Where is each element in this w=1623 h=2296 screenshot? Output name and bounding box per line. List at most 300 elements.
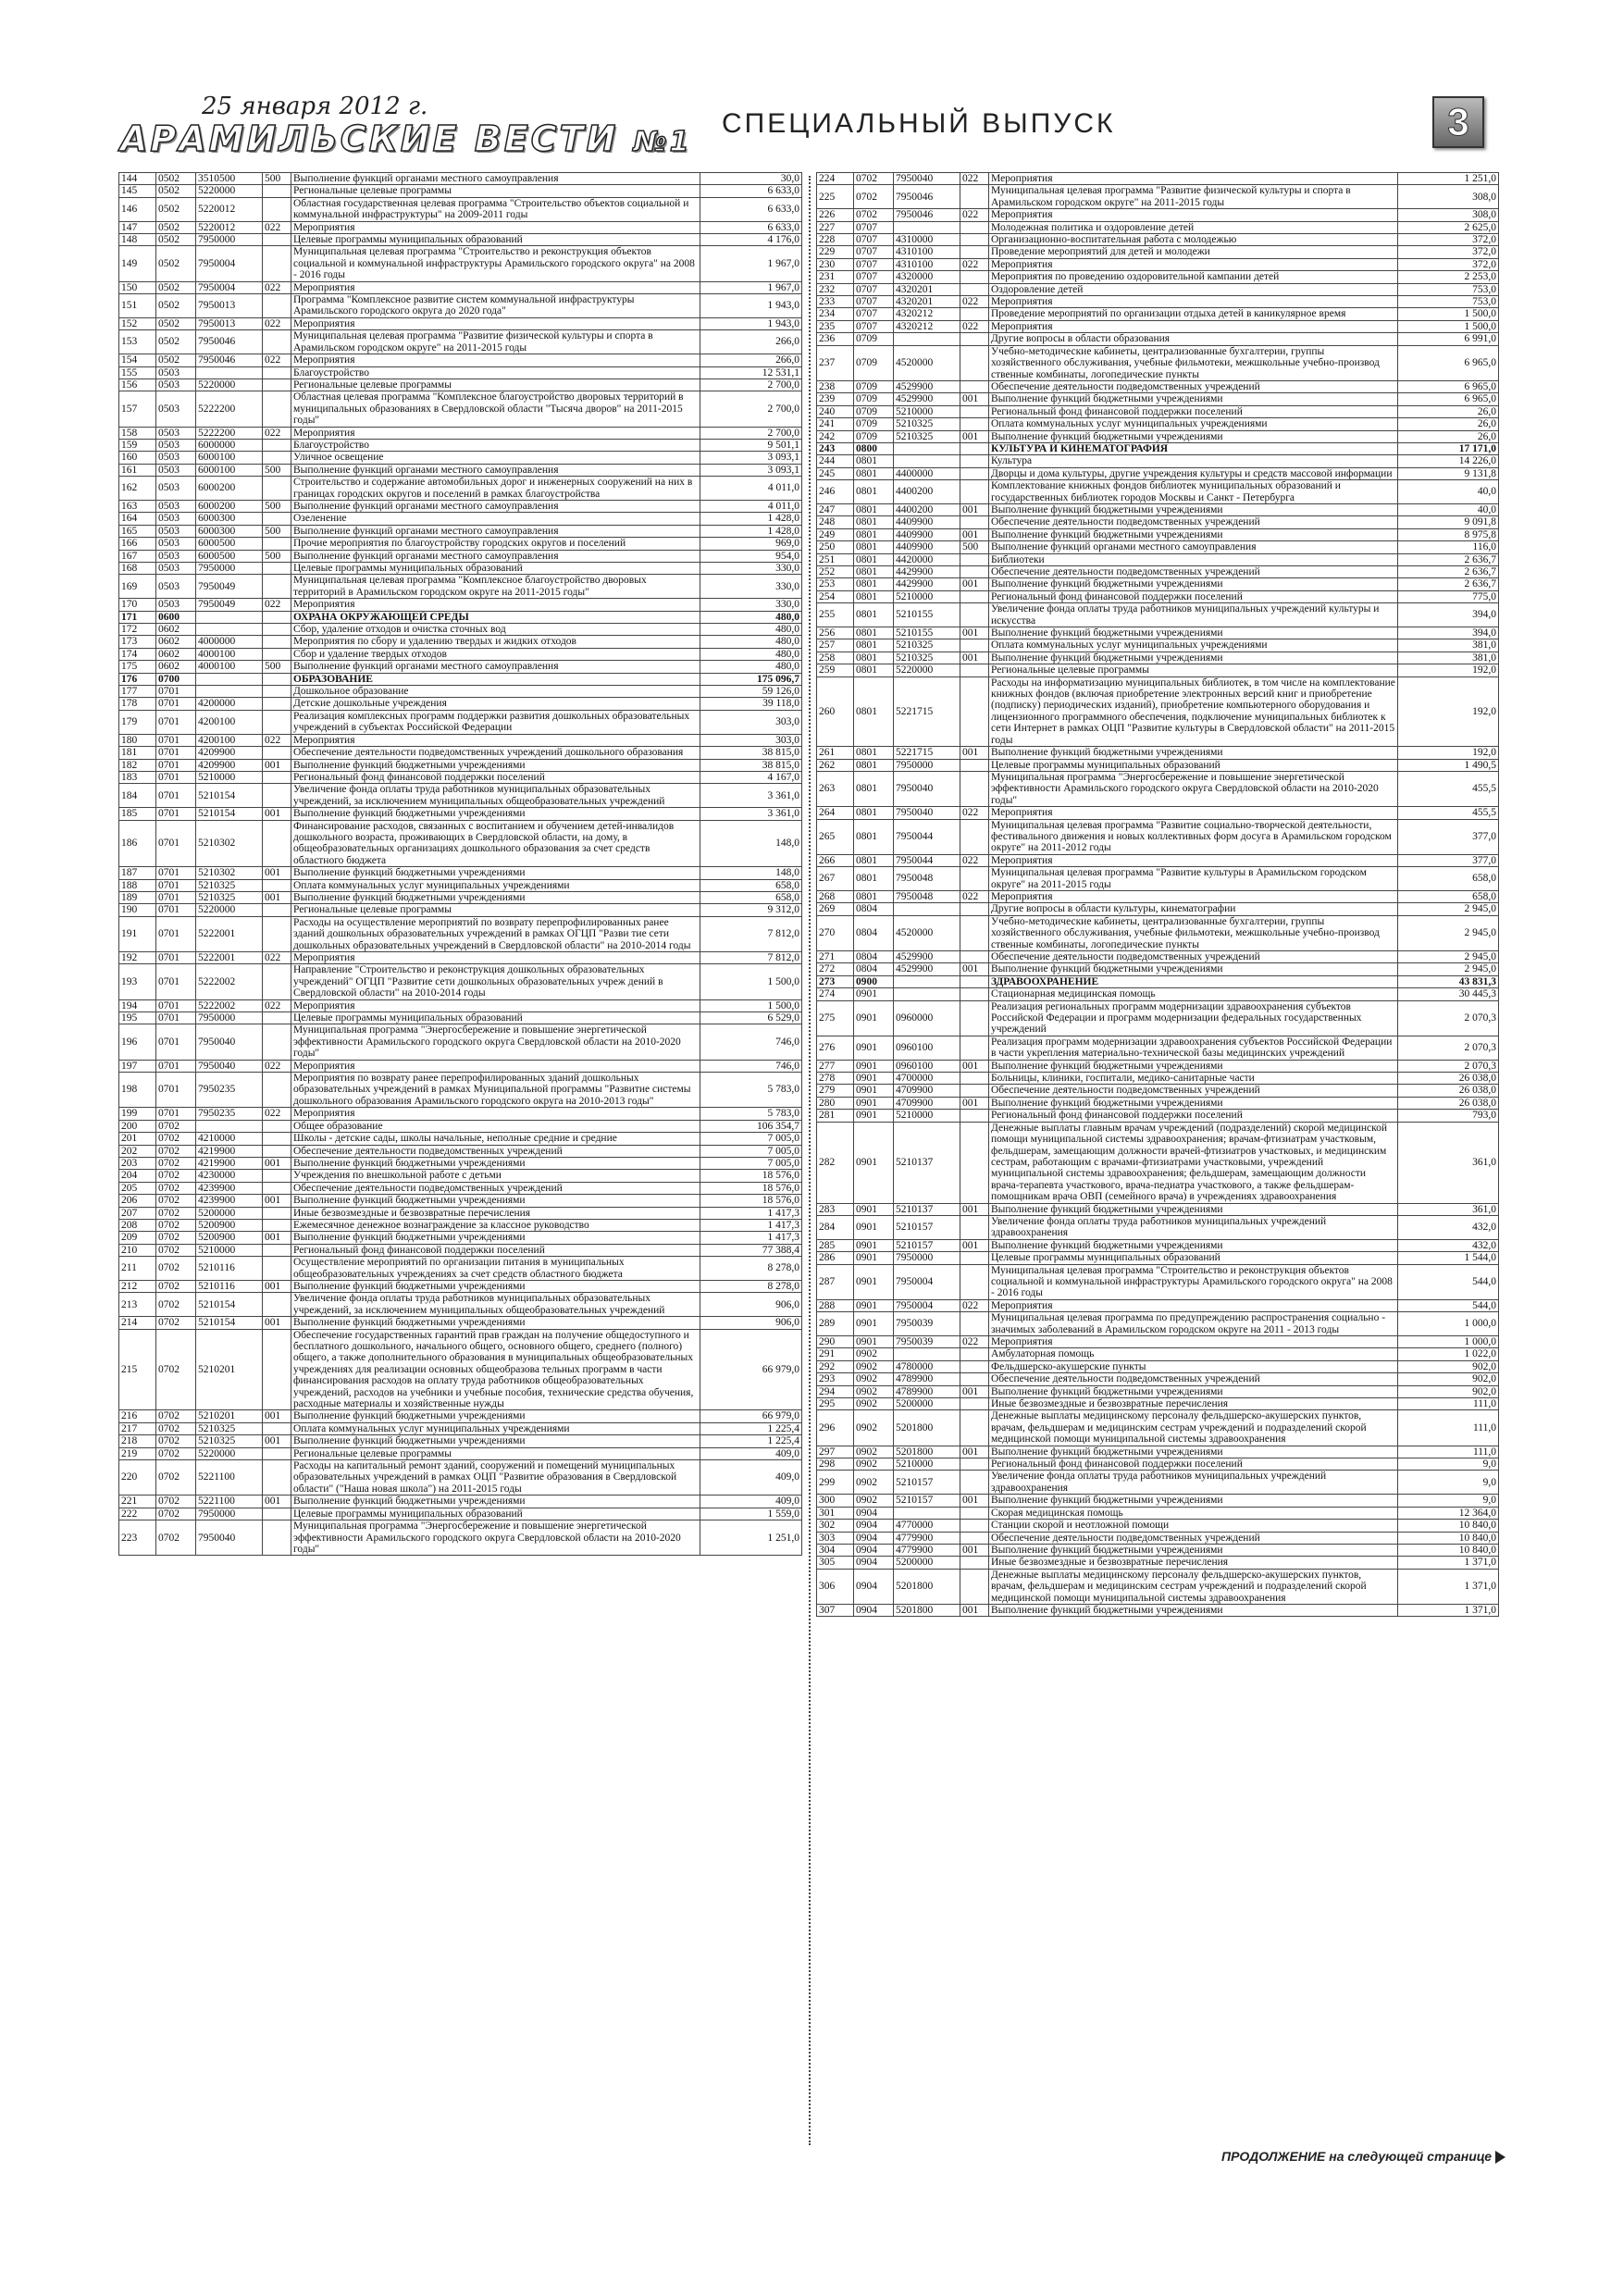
target-code: 7950039: [894, 1312, 960, 1336]
budget-table-left: [118, 172, 801, 1556]
target-code: 4200100: [196, 734, 263, 746]
target-code: 5210325: [196, 891, 263, 903]
target-code: 7950039: [894, 1336, 960, 1348]
row-number: 253: [817, 578, 854, 590]
expense-type: [263, 624, 291, 636]
section-code: 0701: [156, 952, 196, 964]
amount: 381,0: [1398, 652, 1499, 664]
target-code: 4219900: [196, 1157, 263, 1169]
amount: 2 070,3: [1398, 1036, 1499, 1060]
row-name: Муниципальная программа "Энергосбережение и повышение энергетической эффективности Арамильского городского округа Свердловской области на 2010-2020 годы": [291, 1520, 700, 1556]
table-row: [817, 1036, 1499, 1060]
section-code: 0707: [854, 221, 894, 233]
section-code: 0503: [156, 427, 196, 439]
row-number: 184: [119, 784, 156, 808]
row-name: Библиотеки: [989, 553, 1398, 565]
row-number: 153: [119, 330, 156, 354]
expense-type: 001: [960, 1239, 989, 1251]
row-number: 194: [119, 999, 156, 1011]
table-row: [817, 296, 1499, 308]
amount: 1 544,0: [1398, 1252, 1499, 1264]
row-name: Денежные выплаты медицинскому персоналу фельдшерско-акушерских пунктов, врачам, фельдшерам и медицинским сестрам учреждений и подразделений скорой медицинской помощи муниципальной системы здравоохранения: [989, 1410, 1398, 1446]
expense-type: [960, 915, 989, 950]
amount: 658,0: [700, 891, 802, 903]
row-number: 151: [119, 294, 156, 318]
table-row: [817, 185, 1499, 209]
target-code: 7950000: [894, 759, 960, 771]
row-number: 178: [119, 698, 156, 710]
row-name: Проведение мероприятий для детей и молодежи: [989, 246, 1398, 258]
target-code: 4310100: [894, 246, 960, 258]
section-code: 0702: [854, 185, 894, 209]
amount: 1 251,0: [700, 1520, 802, 1556]
row-name: Выполнение функций бюджетными учреждениями: [291, 1410, 700, 1422]
table-row: [119, 624, 802, 636]
amount: 26 038,0: [1398, 1073, 1499, 1085]
section-code: 0503: [156, 525, 196, 537]
amount: 902,0: [1398, 1360, 1499, 1372]
expense-type: [960, 1252, 989, 1264]
row-name: Молодежная политика и оздоровление детей: [989, 221, 1398, 233]
row-number: 162: [119, 477, 156, 501]
expense-type: [960, 1110, 989, 1122]
row-name: Денежные выплаты главным врачам учреждений (подразделений) скорой медицинской помощи муниципальной системы здравоохранения; врачам-фтизиатрам участковым, фельдшерам, замещающим должности врачей-фтизиатров участковых, и медицинским сестрам, работающим с врачами-фтизиатрами участковыми, учреждений муниципальной системы здравоохранения; фельдшерам, замещающим должности врача-терапевта участкового, врача-педиатра участкового, а также фельдшерам-помощникам врача ОВП (семейного врача) в учреждениях здравоохранения: [989, 1122, 1398, 1203]
expense-type: 001: [263, 1232, 291, 1244]
expense-type: [960, 455, 989, 467]
table-row: [119, 464, 802, 476]
target-code: 5201800: [894, 1446, 960, 1458]
table-row: [817, 234, 1499, 246]
expense-type: 022: [263, 317, 291, 329]
expense-type: [263, 563, 291, 575]
target-code: 4780000: [894, 1360, 960, 1372]
expense-type: [960, 1373, 989, 1385]
expense-type: [960, 1532, 989, 1544]
section-code: 0902: [854, 1373, 894, 1385]
section-code: 0702: [156, 1280, 196, 1292]
expense-type: [263, 916, 291, 951]
table-row: [817, 418, 1499, 430]
amount: 1 371,0: [1398, 1557, 1499, 1569]
row-number: 168: [119, 563, 156, 575]
section-code: 0901: [854, 1000, 894, 1036]
expense-type: [263, 747, 291, 759]
amount: 175 096,7: [700, 673, 802, 685]
section-code: 0901: [854, 1122, 894, 1203]
row-number: 185: [119, 808, 156, 820]
section-code: 0801: [854, 528, 894, 540]
row-number: 148: [119, 234, 156, 246]
row-name: Муниципальная целевая программа "Развитие физической культуры и спорта в Арамильском городском округе" на 2011-2015 годы: [291, 330, 700, 354]
row-name: Выполнение функций органами местного самоуправления: [291, 173, 700, 185]
row-name: Расходы на капитальный ремонт зданий, сооружений и помещений муниципальных образовательных учреждений в рамках ОЦП "Развитие образования в Свердловской области" ("Наша новая школа") на 2011-2015 годы: [291, 1460, 700, 1496]
row-number: 191: [119, 916, 156, 951]
section-code: 0707: [854, 258, 894, 270]
amount: 106 354,7: [700, 1120, 802, 1132]
table-row: [817, 1085, 1499, 1097]
section-code: 0707: [854, 320, 894, 332]
target-code: 4400000: [894, 467, 960, 479]
section-code: 0503: [156, 538, 196, 550]
table-row: [119, 550, 802, 562]
target-code: 4400200: [894, 503, 960, 515]
row-number: 220: [119, 1460, 156, 1496]
row-number: 244: [817, 455, 854, 467]
amount: 409,0: [700, 1496, 802, 1508]
table-row: [119, 1280, 802, 1292]
section-code: 0707: [854, 271, 894, 283]
row-number: 206: [119, 1195, 156, 1207]
row-number: 228: [817, 234, 854, 246]
row-name: Выполнение функций бюджетными учреждениями: [989, 503, 1398, 515]
row-number: 240: [817, 405, 854, 417]
amount: 2 945,0: [1398, 963, 1499, 975]
section-code: 0901: [854, 1110, 894, 1122]
table-row: [817, 528, 1499, 540]
amount: 6 991,0: [1398, 333, 1499, 345]
row-number: 160: [119, 452, 156, 464]
expense-type: 022: [960, 1299, 989, 1311]
table-row: [119, 648, 802, 660]
amount: 544,0: [1398, 1264, 1499, 1299]
row-name: Выполнение функций бюджетными учреждениями: [989, 963, 1398, 975]
section-code: 0709: [854, 393, 894, 405]
target-code: 5210137: [894, 1122, 960, 1203]
target-code: 5210000: [894, 405, 960, 417]
target-code: 5210137: [894, 1203, 960, 1215]
amount: 4 011,0: [700, 500, 802, 512]
expense-type: 500: [263, 500, 291, 512]
row-name: Мероприятия: [989, 854, 1398, 866]
amount: 8 278,0: [700, 1280, 802, 1292]
amount: 902,0: [1398, 1385, 1499, 1397]
target-code: 7950040: [196, 1024, 263, 1060]
row-name: Мероприятия: [291, 317, 700, 329]
target-code: 5210116: [196, 1280, 263, 1292]
amount: 381,0: [1398, 639, 1499, 652]
row-name: Скорая медицинская помощь: [989, 1507, 1398, 1519]
row-number: 158: [119, 427, 156, 439]
expense-type: 001: [960, 963, 989, 975]
expense-type: [263, 330, 291, 354]
target-code: [894, 442, 960, 454]
target-code: 5200900: [196, 1232, 263, 1244]
section-code: 0902: [854, 1398, 894, 1410]
row-number: 290: [817, 1336, 854, 1348]
section-code: 0804: [854, 951, 894, 963]
row-name: Целевые программы муниципальных образований: [291, 563, 700, 575]
row-name: Реализация комплексных программ поддержки развития дошкольных образовательных учреждений в субъектах Российской Федерации: [291, 710, 700, 734]
row-number: 287: [817, 1264, 854, 1299]
section-code: 0707: [854, 308, 894, 320]
section-code: 0503: [156, 513, 196, 525]
expense-type: [960, 283, 989, 295]
amount: 6 529,0: [700, 1012, 802, 1024]
row-number: 216: [119, 1410, 156, 1422]
target-code: 4709900: [894, 1085, 960, 1097]
expense-type: [960, 759, 989, 771]
row-number: 207: [119, 1207, 156, 1219]
expense-type: 001: [960, 1495, 989, 1507]
table-row: [817, 380, 1499, 392]
section-code: 0700: [156, 673, 196, 685]
amount: 3 093,1: [700, 452, 802, 464]
amount: 66 979,0: [700, 1410, 802, 1422]
section-code: 0901: [854, 1239, 894, 1251]
target-code: 6000200: [196, 477, 263, 501]
amount: 7 812,0: [700, 916, 802, 951]
expense-type: [960, 639, 989, 652]
row-number: 193: [119, 964, 156, 999]
expense-type: 022: [960, 258, 989, 270]
target-code: [196, 673, 263, 685]
expense-type: [960, 1471, 989, 1495]
target-code: 7950040: [894, 173, 960, 185]
amount: 26 038,0: [1398, 1085, 1499, 1097]
section-code: 0502: [156, 294, 196, 318]
section-code: 0801: [854, 639, 894, 652]
amount: 330,0: [700, 563, 802, 575]
row-number: 213: [119, 1293, 156, 1317]
row-name: Муниципальная программа "Энергосбережение и повышение энергетической эффективности Арамильского городского округа Свердловской области на 2010-2020 годы": [291, 1024, 700, 1060]
table-row: [119, 771, 802, 783]
section-code: 0702: [156, 1410, 196, 1422]
row-number: 183: [119, 771, 156, 783]
row-number: 157: [119, 391, 156, 427]
amount: 17 171,0: [1398, 442, 1499, 454]
table-row: [119, 808, 802, 820]
section-code: 0602: [156, 648, 196, 660]
expense-type: [960, 271, 989, 283]
row-name: Больницы, клиники, госпитали, медико-санитарные части: [989, 1073, 1398, 1085]
amount: 26,0: [1398, 430, 1499, 442]
table-row: [817, 627, 1499, 639]
target-code: 6000000: [196, 439, 263, 451]
row-name: Выполнение функций бюджетными учреждениями: [291, 1232, 700, 1244]
amount: 9 091,8: [1398, 516, 1499, 528]
amount: 394,0: [1398, 603, 1499, 627]
row-number: 268: [817, 890, 854, 902]
target-code: 5220000: [196, 1447, 263, 1459]
row-name: Региональные целевые программы: [291, 185, 700, 197]
row-number: 166: [119, 538, 156, 550]
row-name: Дошкольное образование: [291, 686, 700, 698]
target-code: 5210154: [196, 1293, 263, 1317]
row-name: Выполнение функций бюджетными учреждениями: [989, 528, 1398, 540]
amount: 77 388,4: [700, 1244, 802, 1256]
amount: 2 636,7: [1398, 578, 1499, 590]
section-code: 0702: [156, 1157, 196, 1169]
row-name: Увеличение фонда оплаты труда работников муниципальных учреждений здравоохранения: [989, 1471, 1398, 1495]
row-name: Выполнение функций органами местного самоуправления: [989, 541, 1398, 553]
expense-type: [263, 879, 291, 891]
amount: 66 979,0: [700, 1329, 802, 1410]
target-code: 7950049: [196, 575, 263, 599]
section-code: 0904: [854, 1569, 894, 1604]
amount: 394,0: [1398, 627, 1499, 639]
table-row: [119, 1232, 802, 1244]
target-code: 4200100: [196, 710, 263, 734]
expense-type: [960, 566, 989, 578]
amount: 9,0: [1398, 1458, 1499, 1471]
column-divider: [809, 176, 811, 2145]
table-row: [119, 330, 802, 354]
expense-type: [960, 345, 989, 380]
section-code: 0904: [854, 1557, 894, 1569]
row-name: Обеспечение деятельности подведомственных учреждений: [291, 1145, 700, 1157]
table-row: [817, 1446, 1499, 1458]
table-row: [119, 1170, 802, 1182]
amount: 8 278,0: [700, 1257, 802, 1281]
target-code: 7950040: [196, 1060, 263, 1072]
section-code: 0709: [854, 345, 894, 380]
row-number: 156: [119, 379, 156, 391]
row-number: 305: [817, 1557, 854, 1569]
amount: 906,0: [700, 1317, 802, 1329]
row-name: Выполнение функций органами местного самоуправления: [291, 550, 700, 562]
row-number: 235: [817, 320, 854, 332]
amount: 1 251,0: [1398, 173, 1499, 185]
expense-type: 001: [960, 1385, 989, 1397]
row-number: 198: [119, 1073, 156, 1108]
row-number: 234: [817, 308, 854, 320]
row-name: Культура: [989, 455, 1398, 467]
row-number: 167: [119, 550, 156, 562]
row-name: Выполнение функций бюджетными учреждениями: [291, 759, 700, 771]
table-row: [119, 1108, 802, 1120]
section-code: 0702: [156, 1219, 196, 1231]
row-name: Целевые программы муниципальных образований: [291, 1508, 700, 1520]
section-code: 0503: [156, 366, 196, 379]
expense-type: 500: [263, 525, 291, 537]
row-name: Обеспечение деятельности подведомственных учреждений: [989, 1532, 1398, 1544]
row-name: Муниципальная целевая программа "Развитие культуры в Арамильском городском округе" на 2011-2015 годы: [989, 867, 1398, 891]
section-code: 0701: [156, 710, 196, 734]
amount: 753,0: [1398, 296, 1499, 308]
expense-type: [263, 197, 291, 221]
expense-type: 001: [263, 1435, 291, 1447]
section-code: 0801: [854, 503, 894, 515]
row-number: 277: [817, 1060, 854, 1072]
amount: 480,0: [700, 624, 802, 636]
amount: 111,0: [1398, 1446, 1499, 1458]
table-row: [119, 294, 802, 318]
section-code: 0701: [156, 999, 196, 1011]
target-code: 7950046: [196, 330, 263, 354]
amount: 1 500,0: [700, 964, 802, 999]
row-number: 304: [817, 1544, 854, 1556]
target-code: [196, 366, 263, 379]
amount: 409,0: [700, 1460, 802, 1496]
expense-type: 001: [263, 1410, 291, 1422]
row-name: Выполнение функций бюджетными учреждениями: [291, 1317, 700, 1329]
table-row: [119, 916, 802, 951]
row-number: 272: [817, 963, 854, 975]
target-code: 5210302: [196, 820, 263, 867]
amount: 192,0: [1398, 747, 1499, 759]
row-name: Детские дошкольные учреждения: [291, 698, 700, 710]
amount: 1 943,0: [700, 294, 802, 318]
table-row: [817, 333, 1499, 345]
section-code: 0904: [854, 1520, 894, 1532]
amount: 7 005,0: [700, 1145, 802, 1157]
row-number: 259: [817, 664, 854, 676]
amount: 330,0: [700, 575, 802, 599]
table-row: [817, 890, 1499, 902]
table-row: [119, 1257, 802, 1281]
table-row: [119, 439, 802, 451]
amount: 26,0: [1398, 405, 1499, 417]
section-code: 0707: [854, 296, 894, 308]
expense-type: [960, 603, 989, 627]
table-row: [817, 915, 1499, 950]
table-row: [817, 430, 1499, 442]
row-name: Мероприятия: [291, 734, 700, 746]
row-name: Станции скорой и неотложной помощи: [989, 1520, 1398, 1532]
expense-type: [263, 1012, 291, 1024]
row-number: 217: [119, 1422, 156, 1434]
row-number: 301: [817, 1507, 854, 1519]
row-name: Целевые программы муниципальных образований: [989, 1252, 1398, 1264]
expense-type: [960, 951, 989, 963]
expense-type: [263, 710, 291, 734]
amount: 3 093,1: [700, 464, 802, 476]
amount: 8 975,8: [1398, 528, 1499, 540]
section-code: 0701: [156, 698, 196, 710]
amount: 377,0: [1398, 819, 1499, 854]
table-row: [817, 1239, 1499, 1251]
row-number: 292: [817, 1360, 854, 1372]
target-code: 5201800: [894, 1410, 960, 1446]
row-name: Программа "Комплексное развитие систем коммунальной инфраструктуры Арамильского городского округа до 2020 года": [291, 294, 700, 318]
amount: 116,0: [1398, 541, 1499, 553]
row-number: 209: [119, 1232, 156, 1244]
amount: 7 005,0: [700, 1133, 802, 1145]
row-name: Увеличение фонда оплаты труда работников муниципальных учреждений здравоохранения: [989, 1215, 1398, 1239]
section-title: СПЕЦИАЛЬНЫЙ ВЫПУСК: [722, 108, 1116, 139]
expense-type: [263, 673, 291, 685]
target-code: 4000100: [196, 661, 263, 673]
expense-type: [960, 1557, 989, 1569]
target-code: 7950000: [196, 1508, 263, 1520]
amount: 2 625,0: [1398, 221, 1499, 233]
row-number: 303: [817, 1532, 854, 1544]
section-code: 0503: [156, 391, 196, 427]
target-code: 5222001: [196, 952, 263, 964]
expense-type: [263, 1219, 291, 1231]
target-code: [894, 1348, 960, 1360]
row-number: 154: [119, 354, 156, 366]
target-code: 4420000: [894, 553, 960, 565]
table-row: [817, 951, 1499, 963]
target-code: [894, 975, 960, 987]
table-row: [817, 1336, 1499, 1348]
row-number: 236: [817, 333, 854, 345]
target-code: 5210325: [196, 879, 263, 891]
table-row: [817, 271, 1499, 283]
target-code: 5220000: [196, 185, 263, 197]
section-code: 0801: [854, 676, 894, 746]
amount: 455,5: [1398, 807, 1499, 819]
page-number: 3: [1432, 96, 1484, 148]
table-row: [119, 999, 802, 1011]
table-row: [817, 1252, 1499, 1264]
expense-type: 001: [263, 759, 291, 771]
row-number: 182: [119, 759, 156, 771]
expense-type: [263, 379, 291, 391]
table-row: [817, 442, 1499, 454]
target-code: 5220000: [196, 379, 263, 391]
